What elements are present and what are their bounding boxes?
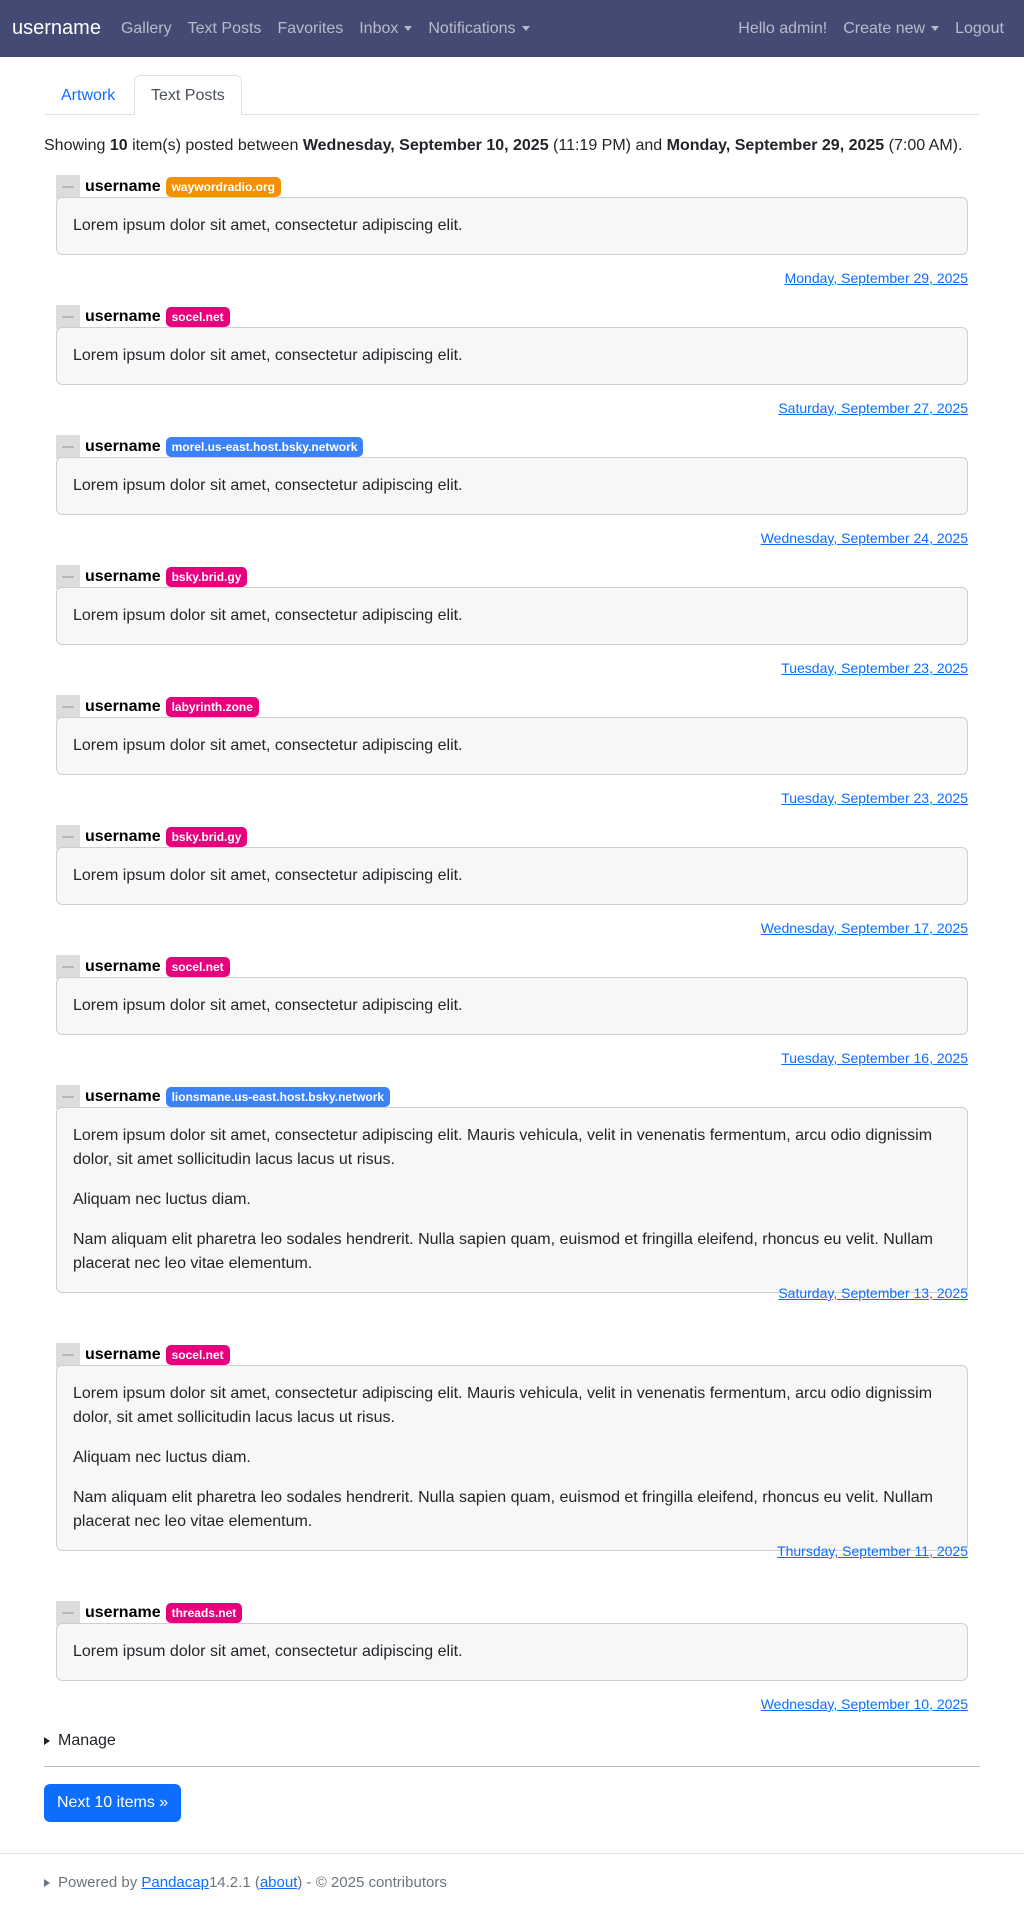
brand-link[interactable]: username xyxy=(12,17,101,39)
tab-text-posts[interactable]: Text Posts xyxy=(134,75,242,116)
post-username[interactable]: username xyxy=(85,1088,161,1105)
nav-gallery[interactable]: Gallery xyxy=(120,19,172,37)
post-paragraph: Aliquam nec luctus diam. xyxy=(73,1191,251,1208)
tab-bar xyxy=(44,75,980,115)
server-badge: bsky.brid.gy xyxy=(166,567,248,587)
post-paragraph: Lorem ipsum dolor sit amet, consectetur adipiscing elit. xyxy=(73,217,463,234)
server-badge: socel.net xyxy=(166,957,230,977)
nav-inbox-dropdown[interactable] xyxy=(351,20,420,38)
post-username[interactable]: username xyxy=(85,178,161,195)
post-paragraph: Aliquam nec luctus diam. xyxy=(73,1449,251,1466)
server-badge: morel.us-east.host.bsky.network xyxy=(166,437,364,457)
post-body xyxy=(56,457,968,515)
avatar[interactable] xyxy=(56,435,80,459)
pandacap-link[interactable]: Pandacap xyxy=(141,1874,209,1891)
footer-text xyxy=(44,1873,447,1893)
post-username[interactable]: username xyxy=(85,1346,161,1363)
nav-favorites[interactable]: Favorites xyxy=(277,19,344,37)
post-body xyxy=(56,1623,968,1681)
footer-suffix: ) - © 2025 contributors xyxy=(297,1874,447,1891)
post-body xyxy=(56,1365,968,1551)
post-body xyxy=(56,327,968,385)
next-page-button[interactable]: Next 10 items » xyxy=(44,1784,181,1822)
create-new-dropdown[interactable] xyxy=(835,20,947,38)
post-header xyxy=(56,435,363,459)
avatar[interactable] xyxy=(56,825,80,849)
logout-link[interactable]: Logout xyxy=(955,19,1004,37)
summary-start-date: Wednesday, September 10, 2025 xyxy=(302,137,549,154)
chevron-down-icon xyxy=(522,26,530,31)
post-date-link[interactable]: Tuesday, September 16, 2025 xyxy=(781,1050,968,1066)
post-header xyxy=(56,175,281,199)
server-badge: labyrinth.zone xyxy=(166,697,259,717)
post-header xyxy=(56,695,259,719)
post-header xyxy=(56,565,247,589)
greeting-link[interactable]: Hello admin! xyxy=(738,19,828,37)
nav-text-posts[interactable]: Text Posts xyxy=(187,19,262,37)
about-link[interactable]: about xyxy=(259,1874,298,1891)
post-date-link[interactable]: Tuesday, September 23, 2025 xyxy=(781,790,968,806)
server-badge: threads.net xyxy=(166,1603,243,1623)
avatar[interactable] xyxy=(56,1085,80,1109)
post-date-link[interactable]: Saturday, September 13, 2025 xyxy=(778,1285,968,1301)
post-paragraph: Lorem ipsum dolor sit amet, consectetur adipiscing elit. Mauris vehicula, velit in venenatis fermentum, arcu odio dignissim dolor, sit amet sollicitudin lacus lacus ut risus. xyxy=(73,1385,933,1426)
post-paragraph: Lorem ipsum dolor sit amet, consectetur adipiscing elit. xyxy=(73,1643,463,1660)
divider xyxy=(44,1766,980,1767)
avatar[interactable] xyxy=(56,1343,80,1367)
post-paragraph: Lorem ipsum dolor sit amet, consectetur adipiscing elit. xyxy=(73,477,463,494)
post-body xyxy=(56,717,968,775)
avatar[interactable] xyxy=(56,695,80,719)
post-date-link[interactable]: Tuesday, September 23, 2025 xyxy=(781,660,968,676)
post-date-link[interactable]: Thursday, September 11, 2025 xyxy=(777,1543,968,1559)
post-paragraph: Lorem ipsum dolor sit amet, consectetur adipiscing elit. xyxy=(73,737,463,754)
server-badge: lionsmane.us-east.host.bsky.network xyxy=(166,1087,391,1107)
post-username[interactable]: username xyxy=(85,308,161,325)
post-paragraph: Lorem ipsum dolor sit amet, consectetur adipiscing elit. xyxy=(73,607,463,624)
items-summary xyxy=(44,134,980,158)
summary-prefix: Showing xyxy=(44,137,106,154)
server-badge: socel.net xyxy=(166,1345,230,1365)
avatar[interactable] xyxy=(56,175,80,199)
post-paragraph: Nam aliquam elit pharetra leo sodales hendrerit. Nulla sapien quam, euismod et fringilla eleifend, rhoncus eu velit. Nullam placerat nec leo vitae elementum. xyxy=(73,1231,934,1272)
footer-version: 14.2.1 ( xyxy=(208,1874,260,1891)
post-date-link[interactable]: Saturday, September 27, 2025 xyxy=(778,400,968,416)
summary-end-date: Monday, September 29, 2025 xyxy=(666,137,885,154)
server-badge: bsky.brid.gy xyxy=(166,827,248,847)
manage-label: Manage xyxy=(58,1732,116,1749)
post-paragraph: Lorem ipsum dolor sit amet, consectetur adipiscing elit. Mauris vehicula, velit in venenatis fermentum, arcu odio dignissim dolor, sit amet sollicitudin lacus lacus ut risus. xyxy=(73,1127,933,1168)
post-body xyxy=(56,587,968,645)
post-header xyxy=(56,1343,230,1367)
post-username[interactable]: username xyxy=(85,958,161,975)
avatar[interactable] xyxy=(56,305,80,329)
post-header xyxy=(56,825,247,849)
post-date-link[interactable]: Wednesday, September 10, 2025 xyxy=(760,1696,968,1712)
post-paragraph: Lorem ipsum dolor sit amet, consectetur adipiscing elit. xyxy=(73,347,463,364)
post-date-link[interactable]: Wednesday, September 24, 2025 xyxy=(760,530,968,546)
create-new-label: Create new xyxy=(843,19,926,37)
post-username[interactable]: username xyxy=(85,568,161,585)
post-username[interactable]: username xyxy=(85,828,161,845)
nav-notifications-label: Notifications xyxy=(428,19,516,37)
avatar[interactable] xyxy=(56,565,80,589)
summary-end-time: (7:00 AM). xyxy=(888,137,963,154)
summary-count: 10 xyxy=(109,137,128,154)
post-date-link[interactable]: Wednesday, September 17, 2025 xyxy=(760,920,968,936)
avatar[interactable] xyxy=(56,955,80,979)
post-body xyxy=(56,977,968,1035)
summary-start-time: (11:19 PM) xyxy=(553,137,631,154)
chevron-down-icon xyxy=(931,26,939,31)
chevron-down-icon xyxy=(404,26,412,31)
post-body xyxy=(56,847,968,905)
disclosure-triangle-icon xyxy=(44,1737,50,1745)
footer-prefix: Powered by xyxy=(58,1874,138,1891)
tab-artwork[interactable]: Artwork xyxy=(61,87,116,104)
nav-inbox-label: Inbox xyxy=(359,19,399,37)
post-header xyxy=(56,1085,390,1109)
post-date-link[interactable]: Monday, September 29, 2025 xyxy=(784,270,968,286)
footer xyxy=(0,1853,1024,1912)
post-username[interactable]: username xyxy=(85,698,161,715)
disclosure-triangle-icon[interactable] xyxy=(44,1879,50,1887)
post-body xyxy=(56,197,968,255)
post-body xyxy=(56,1107,968,1293)
manage-toggle[interactable] xyxy=(44,1729,116,1753)
summary-and: and xyxy=(635,137,663,154)
server-badge: waywordradio.org xyxy=(166,177,281,197)
post-header xyxy=(56,1601,242,1625)
summary-mid: item(s) posted between xyxy=(132,137,299,154)
avatar[interactable] xyxy=(56,1601,80,1625)
post-header xyxy=(56,955,230,979)
post-paragraph: Lorem ipsum dolor sit amet, consectetur adipiscing elit. xyxy=(73,997,463,1014)
post-paragraph: Lorem ipsum dolor sit amet, consectetur adipiscing elit. xyxy=(73,867,463,884)
top-navbar xyxy=(0,0,1024,57)
post-username[interactable]: username xyxy=(85,1604,161,1621)
nav-notifications-dropdown[interactable] xyxy=(420,20,537,38)
post-header xyxy=(56,305,230,329)
post-paragraph: Nam aliquam elit pharetra leo sodales hendrerit. Nulla sapien quam, euismod et fringilla eleifend, rhoncus eu velit. Nullam placerat nec leo vitae elementum. xyxy=(73,1489,934,1530)
post-username[interactable]: username xyxy=(85,438,161,455)
server-badge: socel.net xyxy=(166,307,230,327)
